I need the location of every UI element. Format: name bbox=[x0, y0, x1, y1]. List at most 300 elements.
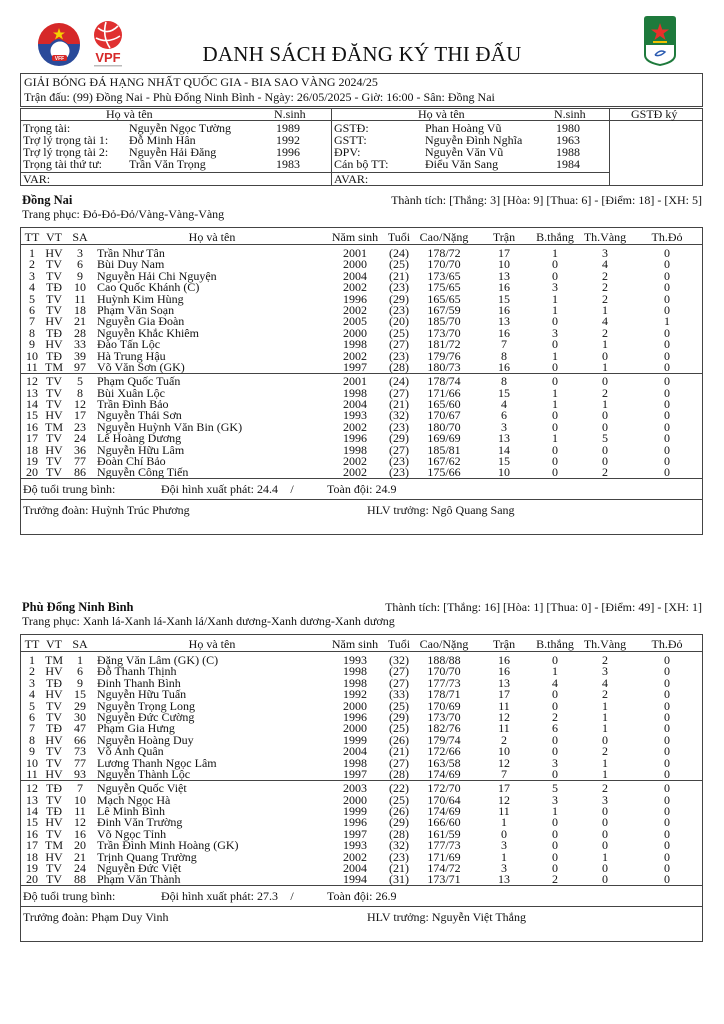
col-vt: HV bbox=[45, 815, 63, 830]
col-year: 2000 bbox=[343, 698, 367, 713]
col-vt: TM bbox=[45, 359, 63, 374]
col-red: 0 bbox=[664, 815, 670, 830]
col-year: 2002 bbox=[343, 849, 367, 864]
col-vt: HV bbox=[45, 766, 63, 781]
team-manager: Trưởng đoàn: Phạm Duy Vinh bbox=[23, 909, 169, 924]
col-year-header: Năm sinh bbox=[331, 230, 379, 244]
col-name: Nguyễn Khắc Khiêm bbox=[97, 325, 199, 340]
col-name: Nguyễn Quốc Việt bbox=[97, 781, 187, 796]
official-name: Nguyễn Đình Nghĩa bbox=[425, 133, 523, 147]
col-height-weight: 165/60 bbox=[427, 397, 461, 412]
col-year: 2002 bbox=[343, 280, 367, 295]
col-height-weight-header: Cao/Nặng bbox=[419, 230, 469, 244]
col-vt: HV bbox=[45, 408, 63, 423]
col-vt: TĐ bbox=[46, 325, 62, 340]
col-height-weight: 178/72 bbox=[427, 246, 461, 260]
col-tt: 13 bbox=[26, 385, 38, 400]
col-goals: 0 bbox=[552, 826, 558, 841]
col-year: 1993 bbox=[343, 838, 367, 853]
col-age: (26) bbox=[389, 804, 409, 819]
col-goals: 0 bbox=[552, 454, 558, 469]
officials-header-year-right: N.sinh bbox=[554, 107, 586, 121]
col-year: 2003 bbox=[343, 781, 367, 796]
col-name: Nguyễn Thái Sơn bbox=[97, 408, 182, 423]
col-yellow: 1 bbox=[602, 337, 608, 352]
col-red: 0 bbox=[664, 826, 670, 841]
official-year: 1983 bbox=[276, 157, 300, 171]
col-height-weight: 171/69 bbox=[427, 849, 461, 864]
head-coach: HLV trưởng: Ngô Quang Sang bbox=[367, 502, 515, 517]
table-row bbox=[21, 781, 702, 796]
official-name: Phan Hoàng Vũ bbox=[425, 121, 502, 135]
col-tt: 3 bbox=[29, 675, 35, 690]
col-vt: HV bbox=[45, 246, 63, 260]
col-height-weight-header: Cao/Nặng bbox=[419, 637, 469, 651]
col-name: Bùi Duy Nam bbox=[97, 257, 165, 272]
col-name: Võ Anh Quân bbox=[97, 744, 164, 759]
col-year: 1999 bbox=[343, 732, 367, 747]
col-age: (21) bbox=[389, 861, 409, 876]
col-age: (27) bbox=[389, 385, 409, 400]
col-height-weight: 170/70 bbox=[427, 664, 461, 679]
col-tt: 1 bbox=[29, 246, 35, 260]
official-year: 1963 bbox=[556, 133, 580, 147]
col-age: (32) bbox=[389, 838, 409, 853]
col-goals: 0 bbox=[552, 766, 558, 781]
col-name: Nguyễn Hải Chi Nguyện bbox=[97, 268, 217, 283]
col-name: Nguyễn Hữu Tuấn bbox=[97, 687, 187, 702]
col-goals: 2 bbox=[552, 872, 558, 887]
officials-header-name-right: Họ và tên bbox=[418, 107, 465, 121]
col-red: 0 bbox=[664, 675, 670, 690]
col-goals: 0 bbox=[552, 838, 558, 853]
col-sa: 12 bbox=[74, 815, 86, 830]
col-name: Phạm Văn Thành bbox=[97, 872, 181, 887]
col-yellow: 3 bbox=[602, 246, 608, 260]
col-age: (25) bbox=[389, 721, 409, 736]
col-year: 1996 bbox=[343, 709, 367, 724]
col-yellow: 2 bbox=[602, 268, 608, 283]
col-sa: 77 bbox=[74, 755, 86, 770]
col-vt: HV bbox=[45, 442, 63, 457]
col-tt: 6 bbox=[29, 709, 35, 724]
col-yellow-header: Th.Vàng bbox=[583, 637, 627, 651]
col-height-weight: 173/70 bbox=[427, 709, 461, 724]
col-vt: TĐ bbox=[46, 781, 62, 796]
col-age: (23) bbox=[389, 302, 409, 317]
col-name: Nguyễn Công Tiến bbox=[97, 465, 189, 480]
col-vt: HV bbox=[45, 337, 63, 352]
col-sa: 24 bbox=[74, 431, 86, 446]
col-tt: 9 bbox=[29, 337, 35, 352]
average-age-label: Độ tuổi trung bình: bbox=[23, 888, 116, 903]
col-goals: 0 bbox=[552, 698, 558, 713]
official-year: 1996 bbox=[276, 145, 300, 159]
col-tt: 5 bbox=[29, 698, 35, 713]
col-age: (31) bbox=[389, 872, 409, 887]
col-age: (32) bbox=[389, 653, 409, 667]
col-year: 1992 bbox=[343, 687, 367, 702]
col-red: 0 bbox=[664, 431, 670, 446]
average-age-team: Toàn đội: 24.9 bbox=[327, 481, 397, 496]
col-vt: TV bbox=[46, 291, 62, 306]
col-name: Võ Văn Sơn (GK) bbox=[97, 359, 185, 374]
col-matches: 15 bbox=[498, 385, 510, 400]
col-matches: 10 bbox=[498, 257, 510, 272]
col-vt: TĐ bbox=[46, 280, 62, 295]
col-height-weight: 166/60 bbox=[427, 815, 461, 830]
col-tt: 3 bbox=[29, 268, 35, 283]
col-tt: 10 bbox=[26, 348, 38, 363]
col-age: (29) bbox=[389, 291, 409, 306]
col-goals: 0 bbox=[552, 849, 558, 864]
col-yellow: 2 bbox=[602, 781, 608, 796]
table-row bbox=[21, 768, 702, 779]
col-red-header: Th.Đỏ bbox=[651, 637, 683, 651]
col-tt: 18 bbox=[26, 442, 38, 457]
col-tt: 17 bbox=[26, 838, 38, 853]
col-sa: 7 bbox=[77, 781, 83, 796]
col-name: Nguyễn Đức Việt bbox=[97, 861, 182, 876]
col-age: (25) bbox=[389, 792, 409, 807]
staff-row bbox=[21, 906, 702, 941]
col-sa: 36 bbox=[74, 442, 86, 457]
col-tt: 8 bbox=[29, 732, 35, 747]
col-age: (25) bbox=[389, 325, 409, 340]
col-matches: 11 bbox=[498, 698, 510, 713]
table-row bbox=[21, 744, 702, 759]
col-sa: 21 bbox=[74, 849, 86, 864]
col-height-weight: 163/58 bbox=[427, 755, 461, 770]
col-age: (25) bbox=[389, 257, 409, 272]
col-height-weight: 165/65 bbox=[427, 291, 461, 306]
col-matches: 1 bbox=[501, 849, 507, 864]
col-height-weight: 170/69 bbox=[427, 698, 461, 713]
col-red: 0 bbox=[664, 838, 670, 853]
col-tt: 11 bbox=[26, 359, 38, 374]
col-goals: 0 bbox=[552, 314, 558, 329]
col-age: (23) bbox=[389, 465, 409, 480]
col-age: (27) bbox=[389, 675, 409, 690]
col-height-weight: 173/65 bbox=[427, 268, 461, 283]
official-year: 1992 bbox=[276, 133, 300, 147]
player-table-away bbox=[20, 634, 703, 942]
col-sa: 6 bbox=[77, 664, 83, 679]
col-yellow: 1 bbox=[602, 709, 608, 724]
col-name: Nguyễn Trọng Long bbox=[97, 698, 196, 713]
col-matches: 17 bbox=[498, 687, 510, 702]
col-yellow: 1 bbox=[602, 721, 608, 736]
col-vt: TV bbox=[46, 755, 62, 770]
col-height-weight: 161/59 bbox=[427, 826, 461, 841]
col-age-header: Tuổi bbox=[387, 230, 411, 244]
col-matches: 11 bbox=[498, 804, 510, 819]
col-sa: 10 bbox=[74, 792, 86, 807]
col-vt: TM bbox=[45, 838, 63, 853]
col-age: (21) bbox=[389, 397, 409, 412]
col-goals: 0 bbox=[552, 268, 558, 283]
col-name: Trần Như Tân bbox=[97, 246, 165, 260]
col-height-weight: 172/66 bbox=[427, 744, 461, 759]
col-tt: 18 bbox=[26, 849, 38, 864]
col-matches: 2 bbox=[501, 732, 507, 747]
table-row bbox=[21, 280, 702, 295]
col-sa: 97 bbox=[74, 359, 86, 374]
col-matches: 11 bbox=[498, 721, 510, 736]
col-yellow: 1 bbox=[602, 397, 608, 412]
col-tt: 2 bbox=[29, 257, 35, 272]
col-year: 2001 bbox=[343, 374, 367, 389]
col-height-weight: 180/73 bbox=[427, 359, 461, 374]
col-sa: 5 bbox=[77, 374, 83, 389]
col-goals: 0 bbox=[552, 337, 558, 352]
table-row bbox=[21, 465, 702, 480]
col-matches: 15 bbox=[498, 291, 510, 306]
col-yellow: 4 bbox=[602, 314, 608, 329]
col-sa: 77 bbox=[74, 454, 86, 469]
col-yellow: 0 bbox=[602, 732, 608, 747]
page-title: DANH SÁCH ĐĂNG KÝ THI ĐẤU bbox=[202, 42, 522, 66]
col-matches: 7 bbox=[501, 337, 507, 352]
col-tt-header: TT bbox=[24, 637, 40, 651]
col-goals: 0 bbox=[552, 374, 558, 389]
official-role: Trợ lý trọng tài 1: bbox=[23, 133, 109, 147]
col-goals: 1 bbox=[552, 431, 558, 446]
col-matches: 8 bbox=[501, 348, 507, 363]
col-name: Mạch Ngọc Hà bbox=[97, 792, 171, 807]
col-year: 1996 bbox=[343, 815, 367, 830]
col-matches: 12 bbox=[498, 792, 510, 807]
col-year: 2000 bbox=[343, 257, 367, 272]
col-tt: 4 bbox=[29, 687, 35, 702]
col-height-weight: 185/81 bbox=[427, 442, 461, 457]
col-sa: 20 bbox=[74, 838, 86, 853]
col-age: (28) bbox=[389, 766, 409, 781]
col-vt: TV bbox=[46, 698, 62, 713]
col-red: 0 bbox=[664, 872, 670, 887]
col-name: Đỗ Thanh Thịnh bbox=[97, 664, 177, 679]
col-sa: 10 bbox=[74, 280, 86, 295]
col-year: 2004 bbox=[343, 744, 367, 759]
col-yellow: 0 bbox=[602, 826, 608, 841]
col-yellow-header: Th.Vàng bbox=[583, 230, 627, 244]
col-goals: 3 bbox=[552, 280, 558, 295]
col-tt: 2 bbox=[29, 664, 35, 679]
col-sa: 11 bbox=[74, 291, 86, 306]
col-sa: 29 bbox=[74, 698, 86, 713]
col-year: 1993 bbox=[343, 653, 367, 667]
col-vt: TV bbox=[46, 385, 62, 400]
col-age: (28) bbox=[389, 826, 409, 841]
col-yellow: 2 bbox=[602, 465, 608, 480]
col-height-weight: 173/71 bbox=[427, 872, 461, 887]
col-sa: 3 bbox=[77, 246, 83, 260]
col-yellow: 0 bbox=[602, 861, 608, 876]
col-yellow: 0 bbox=[602, 872, 608, 887]
col-height-weight: 177/73 bbox=[427, 838, 461, 853]
col-age: (24) bbox=[389, 246, 409, 260]
col-vt: TM bbox=[45, 419, 63, 434]
col-name: Nguyễn Đức Cường bbox=[97, 709, 195, 724]
col-matches: 4 bbox=[501, 397, 507, 412]
col-goals: 0 bbox=[552, 687, 558, 702]
col-red: 0 bbox=[664, 246, 670, 260]
col-matches: 7 bbox=[501, 766, 507, 781]
col-yellow: 0 bbox=[602, 374, 608, 389]
col-yellow: 1 bbox=[602, 766, 608, 781]
col-year: 1998 bbox=[343, 385, 367, 400]
col-name: Đinh Thanh Bình bbox=[97, 675, 181, 690]
col-goals: 1 bbox=[552, 348, 558, 363]
col-goals: 1 bbox=[552, 664, 558, 679]
col-year: 2005 bbox=[343, 314, 367, 329]
col-matches: 16 bbox=[498, 653, 510, 667]
table-row bbox=[21, 431, 702, 446]
col-sa: 8 bbox=[77, 385, 83, 400]
col-yellow: 1 bbox=[602, 698, 608, 713]
col-yellow: 1 bbox=[602, 302, 608, 317]
col-tt: 20 bbox=[26, 465, 38, 480]
col-sa: 88 bbox=[74, 872, 86, 887]
col-red: 0 bbox=[664, 755, 670, 770]
col-red: 0 bbox=[664, 280, 670, 295]
col-sa: 93 bbox=[74, 766, 86, 781]
col-sa: 33 bbox=[74, 337, 86, 352]
col-red: 0 bbox=[664, 302, 670, 317]
col-goals: 0 bbox=[552, 744, 558, 759]
col-vt: TĐ bbox=[46, 348, 62, 363]
col-yellow: 5 bbox=[602, 431, 608, 446]
col-height-weight: 170/67 bbox=[427, 408, 461, 423]
col-red: 0 bbox=[664, 268, 670, 283]
col-sa: 15 bbox=[74, 687, 86, 702]
col-matches: 16 bbox=[498, 325, 510, 340]
col-age: (23) bbox=[389, 280, 409, 295]
official-role: Trợ lý trọng tài 2: bbox=[23, 145, 109, 159]
col-name: Nguyễn Hữu Lâm bbox=[97, 442, 185, 457]
col-matches: 16 bbox=[498, 359, 510, 374]
col-red: 0 bbox=[664, 374, 670, 389]
col-red: 1 bbox=[664, 314, 670, 329]
col-height-weight: 178/74 bbox=[427, 374, 461, 389]
col-matches: 3 bbox=[501, 419, 507, 434]
col-age: (20) bbox=[389, 314, 409, 329]
col-year: 1998 bbox=[343, 337, 367, 352]
col-red: 0 bbox=[664, 454, 670, 469]
col-tt: 5 bbox=[29, 291, 35, 306]
col-height-weight: 180/70 bbox=[427, 419, 461, 434]
col-goals: 0 bbox=[552, 442, 558, 457]
col-tt: 12 bbox=[26, 781, 38, 796]
col-red: 0 bbox=[664, 348, 670, 363]
average-age-label: Độ tuổi trung bình: bbox=[23, 481, 116, 496]
official-role: Cán bộ TT: bbox=[334, 157, 389, 171]
col-goals: 2 bbox=[552, 709, 558, 724]
average-age-row bbox=[21, 478, 702, 499]
col-sa: 47 bbox=[74, 721, 86, 736]
col-name: Cao Quốc Khánh (C) bbox=[97, 280, 200, 295]
col-yellow: 0 bbox=[602, 348, 608, 363]
col-year: 2004 bbox=[343, 268, 367, 283]
col-height-weight: 175/66 bbox=[427, 465, 461, 480]
staff-row bbox=[21, 499, 702, 534]
col-age: (27) bbox=[389, 755, 409, 770]
col-height-weight: 177/73 bbox=[427, 675, 461, 690]
col-matches: 3 bbox=[501, 861, 507, 876]
col-name: Nguyễn Huỳnh Văn Bin (GK) bbox=[97, 419, 243, 434]
col-age-header: Tuổi bbox=[387, 637, 411, 651]
col-vt: TV bbox=[46, 268, 62, 283]
col-year: 2002 bbox=[343, 465, 367, 480]
team-manager: Trưởng đoàn: Huỳnh Trúc Phương bbox=[23, 502, 190, 517]
col-height-weight: 174/72 bbox=[427, 861, 461, 876]
svg-text:VPF: VPF bbox=[95, 50, 121, 65]
col-matches-header: Trận bbox=[492, 637, 516, 651]
col-name: Bùi Xuân Lộc bbox=[97, 385, 165, 400]
col-age: (22) bbox=[389, 781, 409, 796]
col-matches-header: Trận bbox=[492, 230, 516, 244]
col-year: 1998 bbox=[343, 664, 367, 679]
col-vt: TV bbox=[46, 792, 62, 807]
table-header bbox=[21, 635, 702, 652]
col-height-weight: 170/70 bbox=[427, 257, 461, 272]
player-table-home bbox=[20, 227, 703, 535]
officials-table bbox=[20, 108, 703, 186]
head-coach: HLV trưởng: Nguyễn Việt Thắng bbox=[367, 909, 527, 924]
col-yellow: 0 bbox=[602, 804, 608, 819]
official-name: Nguyễn Văn Vũ bbox=[425, 145, 504, 159]
official-year: 1988 bbox=[556, 145, 580, 159]
col-year: 2002 bbox=[343, 454, 367, 469]
col-goals: 4 bbox=[552, 675, 558, 690]
col-yellow: 4 bbox=[602, 675, 608, 690]
col-tt: 19 bbox=[26, 454, 38, 469]
col-year: 2002 bbox=[343, 419, 367, 434]
col-tt: 12 bbox=[26, 374, 38, 389]
col-age: (29) bbox=[389, 815, 409, 830]
col-sa: 66 bbox=[74, 732, 86, 747]
col-goals-header: B.thắng bbox=[536, 230, 574, 244]
col-vt: HV bbox=[45, 687, 63, 702]
col-red: 0 bbox=[664, 465, 670, 480]
officials-header-name-left: Họ và tên bbox=[106, 107, 153, 121]
col-sa: 24 bbox=[74, 861, 86, 876]
col-age: (24) bbox=[389, 374, 409, 389]
table-row bbox=[21, 838, 702, 853]
col-sa: 1 bbox=[77, 653, 83, 667]
col-name: Lê Hoàng Dương bbox=[97, 431, 182, 446]
col-name: Lê Minh Bình bbox=[97, 804, 165, 819]
avar-label: AVAR: bbox=[334, 172, 369, 186]
table-row bbox=[21, 374, 702, 389]
col-red: 0 bbox=[664, 419, 670, 434]
match-info-box bbox=[20, 73, 703, 107]
col-red: 0 bbox=[664, 385, 670, 400]
col-year: 2002 bbox=[343, 348, 367, 363]
col-age: (26) bbox=[389, 732, 409, 747]
col-yellow: 0 bbox=[602, 408, 608, 423]
col-sa: 86 bbox=[74, 465, 86, 480]
col-sa: 21 bbox=[74, 314, 86, 329]
col-yellow: 3 bbox=[602, 792, 608, 807]
col-matches: 10 bbox=[498, 744, 510, 759]
svg-text:VFF: VFF bbox=[54, 55, 65, 62]
col-red: 0 bbox=[664, 766, 670, 781]
col-yellow: 2 bbox=[602, 291, 608, 306]
col-yellow: 0 bbox=[602, 442, 608, 457]
col-yellow: 1 bbox=[602, 755, 608, 770]
col-yellow: 2 bbox=[602, 653, 608, 667]
